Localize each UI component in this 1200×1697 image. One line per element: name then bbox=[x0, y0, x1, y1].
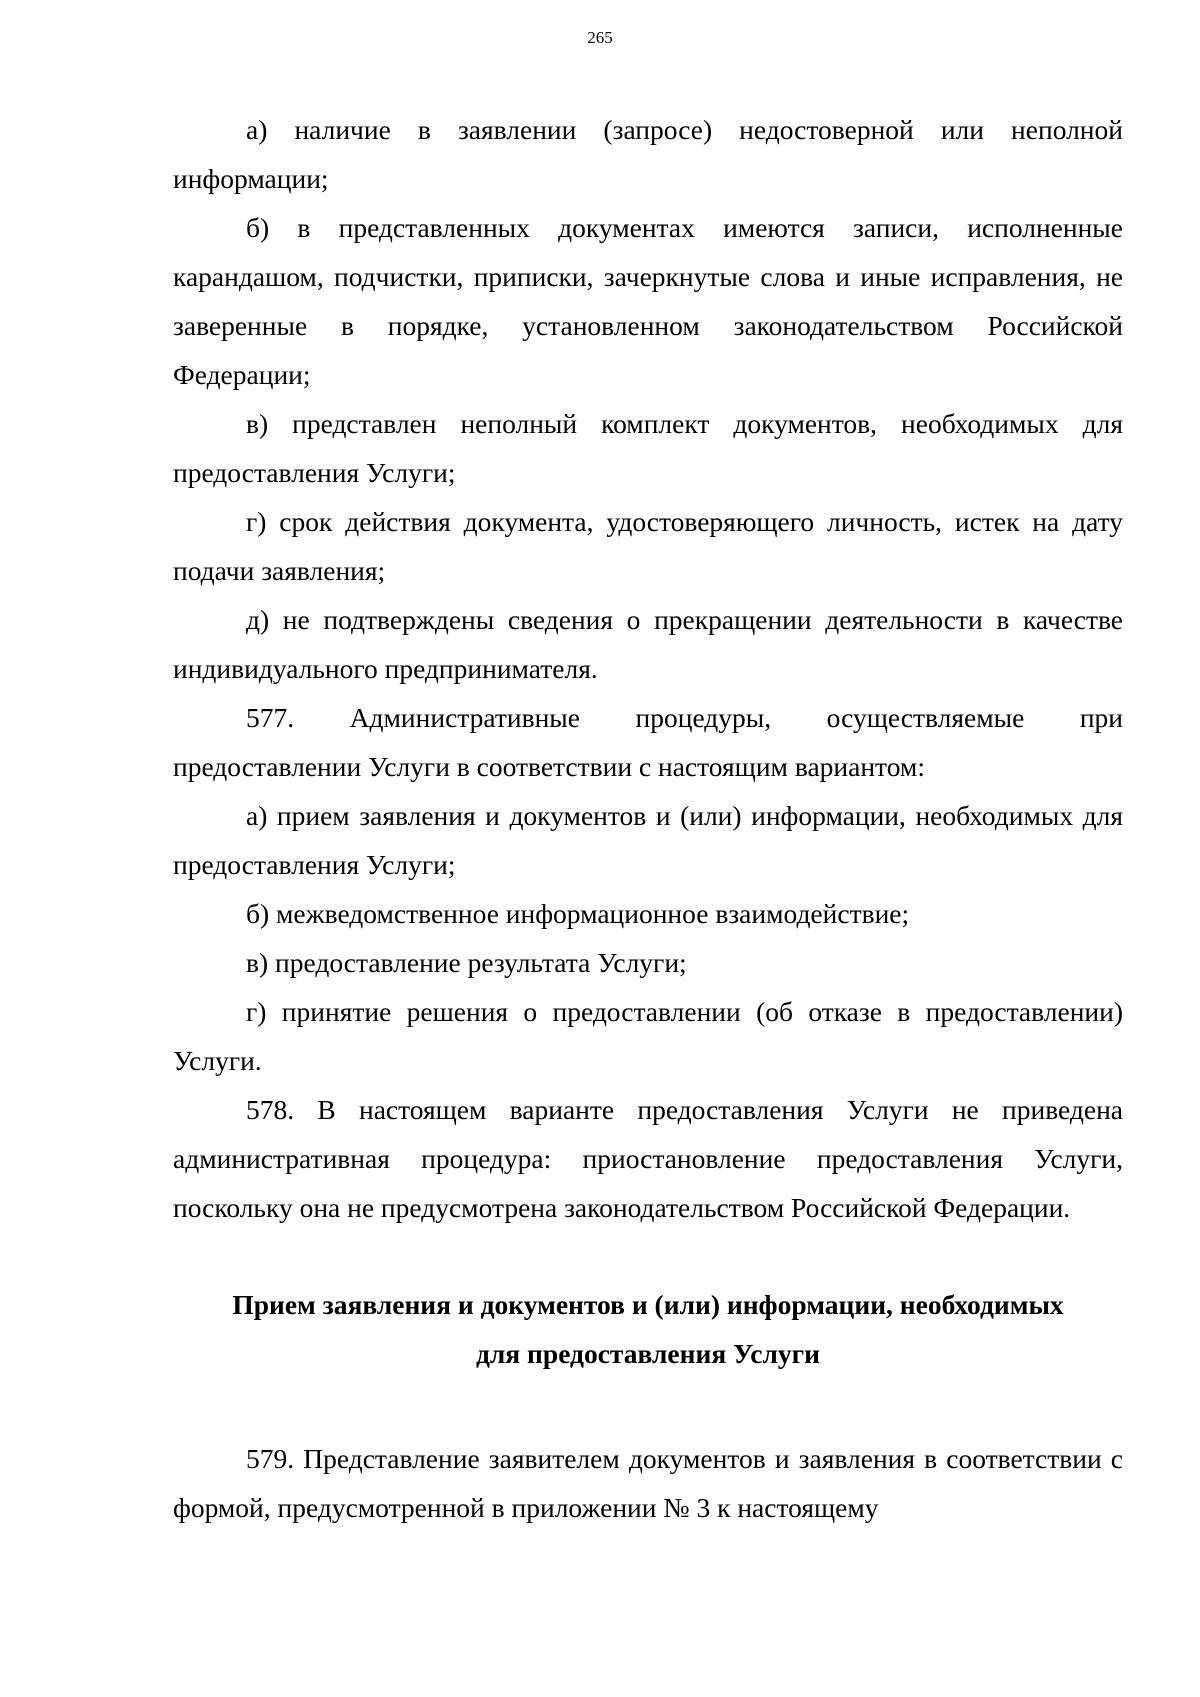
paragraph-item-b-corrections: б) в представленных документах имеются записи, исполненные карандашом, подчистки, приписки, зачеркнутые слова и иные исправления, не заверенные в порядке, установленном законодательством Российской Федерации; bbox=[173, 212, 1123, 390]
document-body bbox=[173, 105, 1123, 1532]
paragraph-577-item-g: г) принятие решения о предоставлении (об отказе в предоставлении) Услуги. bbox=[173, 996, 1123, 1076]
paragraph-item-d-not-confirmed: д) не подтверждены сведения о прекращении деятельности в качестве индивидуального предпринимателя. bbox=[173, 604, 1123, 684]
paragraph-578: 578. В настоящем варианте предоставления Услуги не приведена административная процедура: приостановление предоставления Услуги, поскольку она не предусмотрена законодательством Российской Федерации. bbox=[173, 1094, 1123, 1223]
paragraph-item-v-incomplete-set: в) представлен неполный комплект документов, необходимых для предоставления Услуги; bbox=[173, 408, 1123, 488]
paragraph-577-item-a: а) прием заявления и документов и (или) информации, необходимых для предоставления Услуги; bbox=[173, 800, 1123, 880]
paragraph-577-item-v: в) предоставление результата Услуги; bbox=[246, 947, 687, 978]
paragraph-item-g-id-expired: г) срок действия документа, удостоверяющего личность, истек на дату подачи заявления; bbox=[173, 506, 1123, 586]
paragraph-577-item-b: б) межведомственное информационное взаимодействие; bbox=[246, 898, 910, 929]
paragraph-item-a-incomplete-info: а) наличие в заявлении (запросе) недостоверной или неполной информации; bbox=[173, 114, 1123, 194]
paragraph-577: 577. Административные процедуры, осуществляемые при предоставлении Услуги в соответствии с настоящим вариантом: bbox=[173, 702, 1123, 782]
section-heading bbox=[173, 1280, 1123, 1378]
paragraph-579: 579. Представление заявителем документов и заявления в соответствии с формой, предусмотренной в приложении № 3 к настоящему bbox=[173, 1443, 1123, 1523]
section-heading-line-1: Прием заявления и документов и (или) информации, необходимых bbox=[232, 1289, 1064, 1320]
section-heading-line-2: для предоставления Услуги bbox=[475, 1338, 821, 1369]
page-number: 265 bbox=[587, 28, 613, 47]
